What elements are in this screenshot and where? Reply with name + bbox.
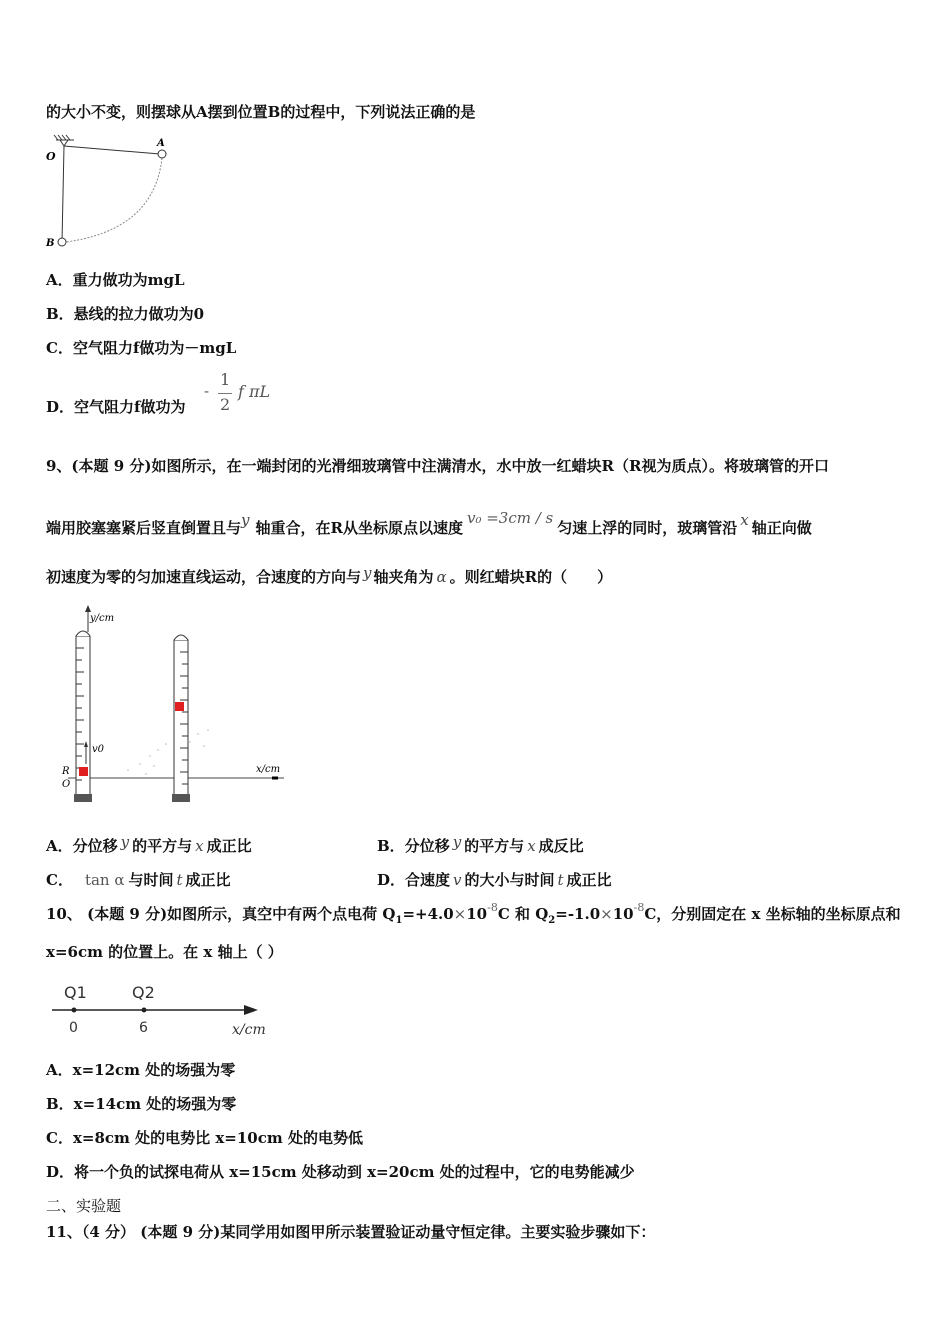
q2-label: Q2 <box>132 983 155 1002</box>
formula-minus: - <box>204 382 210 400</box>
label-b: B <box>46 238 55 249</box>
tan-alpha: tan α <box>84 871 125 889</box>
q10-line2: x=6cm 的位置上。在 x 轴上（ ） <box>46 943 283 961</box>
x-axis-label: x/cm <box>256 764 281 775</box>
var-y: y <box>452 833 462 851</box>
var-alpha: α <box>436 568 447 586</box>
q9-line2 <box>46 509 812 538</box>
q9-c-post: 成正比 <box>185 871 231 889</box>
q8-option-d-prefix: D．空气阻力f做功为 <box>46 398 186 416</box>
var-y: y <box>241 511 250 529</box>
q9-line2-c: 匀速上浮的同时，玻璃管沿 <box>557 519 738 537</box>
q1-label: Q1 <box>64 983 87 1002</box>
var-v: v <box>453 871 462 889</box>
exponent: -8 <box>633 901 645 914</box>
q10-option-c: C．x=8cm 处的电势比 x=10cm 处的电势低 <box>46 1129 363 1147</box>
q9-line3 <box>46 564 613 587</box>
formula-rest: f πL <box>238 382 271 401</box>
q10-option-a: A．x=12cm 处的场强为零 <box>46 1061 236 1079</box>
q8-option-b: B．悬线的拉力做功为0 <box>46 305 205 323</box>
q10-option-d: D．将一个负的试探电荷从 x=15cm 处移动到 x=20cm 处的过程中，它的电势能减少 <box>46 1163 635 1181</box>
label-a: A <box>157 138 165 149</box>
q9-option-a <box>46 833 252 856</box>
q8-option-a: A．重力做功为mgL <box>46 271 185 289</box>
var-x: x <box>740 511 749 529</box>
q9-line3-c: 。则红蜡块R的（ ） <box>449 568 613 586</box>
q2-subscript: 2 <box>548 915 556 926</box>
pendulum-figure <box>44 134 174 250</box>
r-label: R <box>62 766 70 777</box>
q9-option-b <box>377 833 584 856</box>
q10-l1-c: 10 <box>466 905 488 923</box>
q1-subscript: 1 <box>395 915 403 926</box>
q9-line2-b: 轴重合，在R从坐标原点以速度 <box>255 519 463 537</box>
o-label: O <box>62 779 71 790</box>
formula-denominator: 2 <box>220 395 231 414</box>
tick-0: 0 <box>69 1020 78 1036</box>
q9-option-c <box>46 870 231 890</box>
v0-label: v0 <box>92 744 105 755</box>
y-axis-label: y/cm <box>90 613 115 624</box>
q9-line1: 9、(本题 9 分)如图所示，在一端封闭的光滑细玻璃管中注满清水，水中放一红蜡块R（R视为质点）。将玻璃管的开口 <box>46 457 829 475</box>
formula-numerator: 1 <box>220 370 231 389</box>
q10-line1 <box>46 901 901 931</box>
tick-6: 6 <box>139 1020 148 1036</box>
q10-l1-f: 10 <box>612 905 634 923</box>
q9-b-pre: B．分位移 <box>377 837 450 855</box>
charge-axis-figure <box>46 978 276 1040</box>
q10-l1-b: =+4.0 <box>402 905 454 923</box>
q9-c-pre: C． <box>46 871 73 889</box>
q10-l1-d: C 和 Q <box>497 905 549 923</box>
section-heading: 二、实验题 <box>46 1197 122 1215</box>
q9-a-mid: 的平方与 <box>132 837 193 855</box>
q8-option-c: C．空气阻力f做功为－mgL <box>46 339 237 357</box>
q8-stem-end: 的大小不变，则摆球从A摆到位置B的过程中，下列说法正确的是 <box>46 103 476 121</box>
q8-option-d-formula <box>204 370 284 418</box>
exponent: -8 <box>487 901 498 914</box>
var-x: x <box>195 837 204 855</box>
q10-l1-g: C，分别固定在 x 坐标轴的坐标原点和 <box>644 905 901 923</box>
q11-stem: 11、（4 分） (本题 9 分)某同学用如图甲所示装置验证动量守恒定律。主要实验步骤如下： <box>46 1223 656 1241</box>
q9-a-pre: A．分位移 <box>46 837 118 855</box>
fraction-bar <box>218 393 232 394</box>
q9-line2-d: 轴正向做 <box>751 519 812 537</box>
tube-left <box>74 631 92 802</box>
q8-option-d <box>46 397 185 417</box>
q9-b-post: 成反比 <box>538 837 584 855</box>
var-y: y <box>120 833 130 851</box>
q9-line2-a: 端用胶塞塞紧后竖直倒置且与 <box>46 519 242 537</box>
q10-l1-e: =-1.0 <box>555 905 601 923</box>
var-x: x <box>527 837 536 855</box>
wax-block-start <box>79 767 88 776</box>
label-o: O <box>46 150 56 163</box>
q9-d-pre: D．合速度 <box>377 871 451 889</box>
var-t: t <box>557 871 564 889</box>
var-t: t <box>176 871 183 889</box>
times-sign: × <box>600 905 613 923</box>
velocity-formula: v₀ =3cm / s <box>466 509 554 527</box>
q9-d-post: 成正比 <box>566 871 612 889</box>
q9-line3-a: 初速度为零的匀加速直线运动，合速度的方向与 <box>46 568 362 586</box>
tube-figure <box>58 604 290 804</box>
q9-a-post: 成正比 <box>206 837 252 855</box>
q9-c-mid: 与时间 <box>128 871 174 889</box>
trajectory-dots <box>127 729 209 775</box>
q9-line3-b: 轴夹角为 <box>373 568 434 586</box>
times-sign: × <box>453 905 467 923</box>
q9-option-d <box>377 870 612 890</box>
axis-label: x/cm <box>232 1022 266 1038</box>
q9-b-mid: 的平方与 <box>464 837 525 855</box>
q9-d-mid: 的大小与时间 <box>464 871 555 889</box>
tube-right <box>172 635 190 802</box>
q10-option-b: B．x=14cm 处的场强为零 <box>46 1095 237 1113</box>
q10-l1-a: 10、 (本题 9 分)如图所示，真空中有两个点电荷 Q <box>46 905 396 923</box>
wax-block-moved <box>175 702 184 711</box>
var-y: y <box>363 564 372 582</box>
